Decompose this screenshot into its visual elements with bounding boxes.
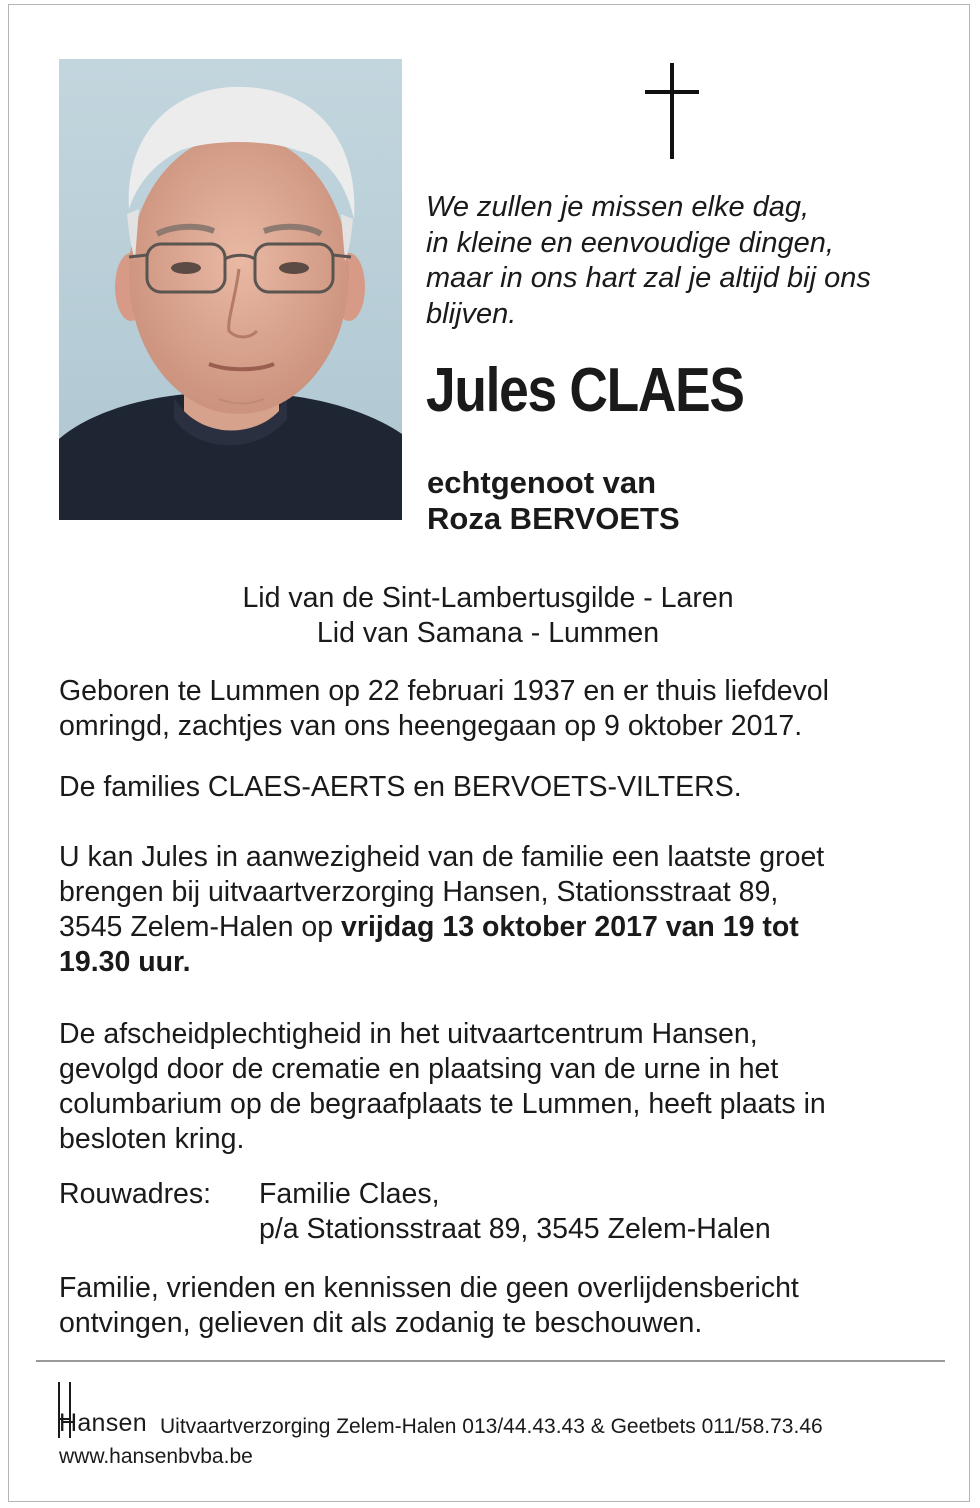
paragraph-line: brengen bij uitvaartverzorging Hansen, Stationsstraat 89, (59, 876, 779, 908)
paragraph-line: omringd, zachtjes van ons heengegaan op 9 oktober 2017. (59, 710, 803, 742)
ceremony-paragraph (59, 1017, 826, 1157)
poem-line: blijven. (426, 297, 517, 330)
visitation-date: vrijdag 13 oktober 2017 van 19 tot (341, 911, 799, 943)
poem-line: in kleine en eenvoudige dingen, (426, 226, 834, 259)
logo-wordmark: Hansen (59, 1409, 147, 1437)
paragraph-line: besloten kring. (59, 1123, 245, 1155)
cross-icon (642, 63, 702, 159)
spouse-line-2: Roza BERVOETS (427, 501, 680, 536)
membership-line: Lid van de Sint-Lambertusgilde - Laren (242, 582, 734, 614)
paragraph-line: gevolgd door de crematie en plaatsing van de urne in het (59, 1053, 779, 1085)
closing-paragraph (59, 1271, 799, 1341)
membership-line: Lid van Samana - Lummen (316, 617, 660, 649)
visitation-paragraph (59, 840, 824, 980)
memberships (0, 581, 976, 651)
address-line: Familie Claes, (259, 1178, 440, 1210)
families-line: De families CLAES-AERTS en BERVOETS-VILTERS. (59, 771, 742, 803)
address-label: Rouwadres: (59, 1178, 212, 1210)
visitation-place: 3545 Zelem-Halen op (59, 911, 341, 943)
spouse-info (427, 465, 680, 537)
paragraph-line: columbarium op de begraafplaats te Lummen, heeft plaats in (59, 1088, 826, 1120)
spouse-line-1: echtgenoot van (427, 465, 657, 500)
address-value (259, 1177, 771, 1247)
visitation-time: 19.30 uur. (59, 946, 191, 978)
poem-line: We zullen je missen elke dag, (426, 191, 810, 223)
company-contact: Uitvaartverzorging Zelem-Halen 013/44.43.43 & Geetbets 011/58.73.46 (160, 1415, 823, 1438)
paragraph-line: De afscheidplechtigheid in het uitvaartcentrum Hansen, (59, 1018, 758, 1050)
deceased-name: Jules CLAES (426, 356, 744, 425)
poem (426, 190, 926, 332)
footer-divider (36, 1360, 945, 1362)
paragraph-line: U kan Jules in aanwezigheid van de familie een laatste groet (59, 841, 825, 873)
birth-death-paragraph (59, 674, 829, 744)
address-line: p/a Stationsstraat 89, 3545 Zelem-Halen (259, 1213, 771, 1245)
paragraph-line: ontvingen, gelieven dit als zodanig te beschouwen. (59, 1307, 703, 1339)
portrait-photo (59, 59, 402, 520)
website-link[interactable]: www.hansenbvba.be (59, 1445, 253, 1468)
paragraph-line (59, 910, 824, 945)
poem-line: maar in ons hart zal je altijd bij ons (426, 262, 871, 294)
paragraph-line: Geboren te Lummen op 22 februari 1937 en er thuis liefdevol (59, 675, 829, 707)
paragraph-line: Familie, vrienden en kennissen die geen overlijdensbericht (59, 1272, 799, 1304)
paragraph-line (59, 945, 824, 980)
